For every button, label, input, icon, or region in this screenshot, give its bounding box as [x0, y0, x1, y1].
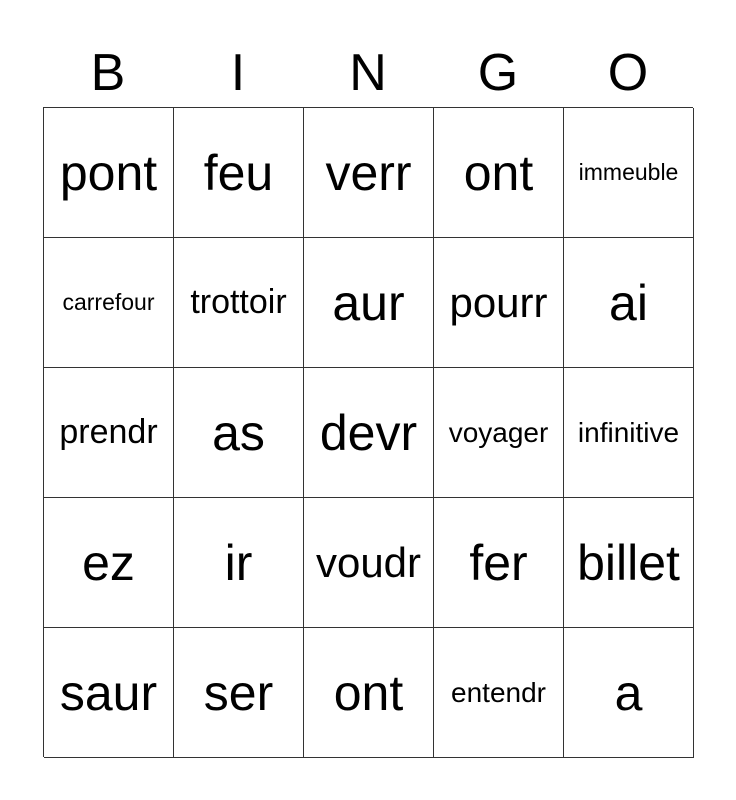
bingo-board	[43, 107, 693, 757]
bingo-cell: fer	[434, 498, 564, 628]
bingo-cell: voyager	[434, 368, 564, 498]
header-letter-b: B	[90, 44, 126, 102]
bingo-cell: ser	[174, 628, 304, 758]
bingo-cell: saur	[44, 628, 174, 758]
bingo-cell: voudr	[304, 498, 434, 628]
bingo-cell: as	[174, 368, 304, 498]
header-letter-n: N	[349, 44, 387, 102]
bingo-cell: a	[564, 628, 694, 758]
bingo-cell: infinitive	[564, 368, 694, 498]
bingo-cell: aur	[304, 238, 434, 368]
bingo-cell: ont	[304, 628, 434, 758]
bingo-cell: entendr	[434, 628, 564, 758]
bingo-cell: ai	[564, 238, 694, 368]
bingo-cell: prendr	[44, 368, 174, 498]
header-letter-o: O	[607, 44, 649, 102]
header-letter-i: I	[230, 44, 246, 102]
bingo-header	[43, 40, 693, 106]
bingo-cell: pourr	[434, 238, 564, 368]
bingo-cell: billet	[564, 498, 694, 628]
bingo-cell: immeuble	[564, 108, 694, 238]
bingo-cell: feu	[174, 108, 304, 238]
bingo-cell: ir	[174, 498, 304, 628]
bingo-cell: devr	[304, 368, 434, 498]
header-letter-g: G	[477, 44, 519, 102]
bingo-cell: ont	[434, 108, 564, 238]
bingo-cell: ez	[44, 498, 174, 628]
bingo-cell: carrefour	[44, 238, 174, 368]
bingo-cell: pont	[44, 108, 174, 238]
bingo-cell: verr	[304, 108, 434, 238]
bingo-cell: trottoir	[174, 238, 304, 368]
